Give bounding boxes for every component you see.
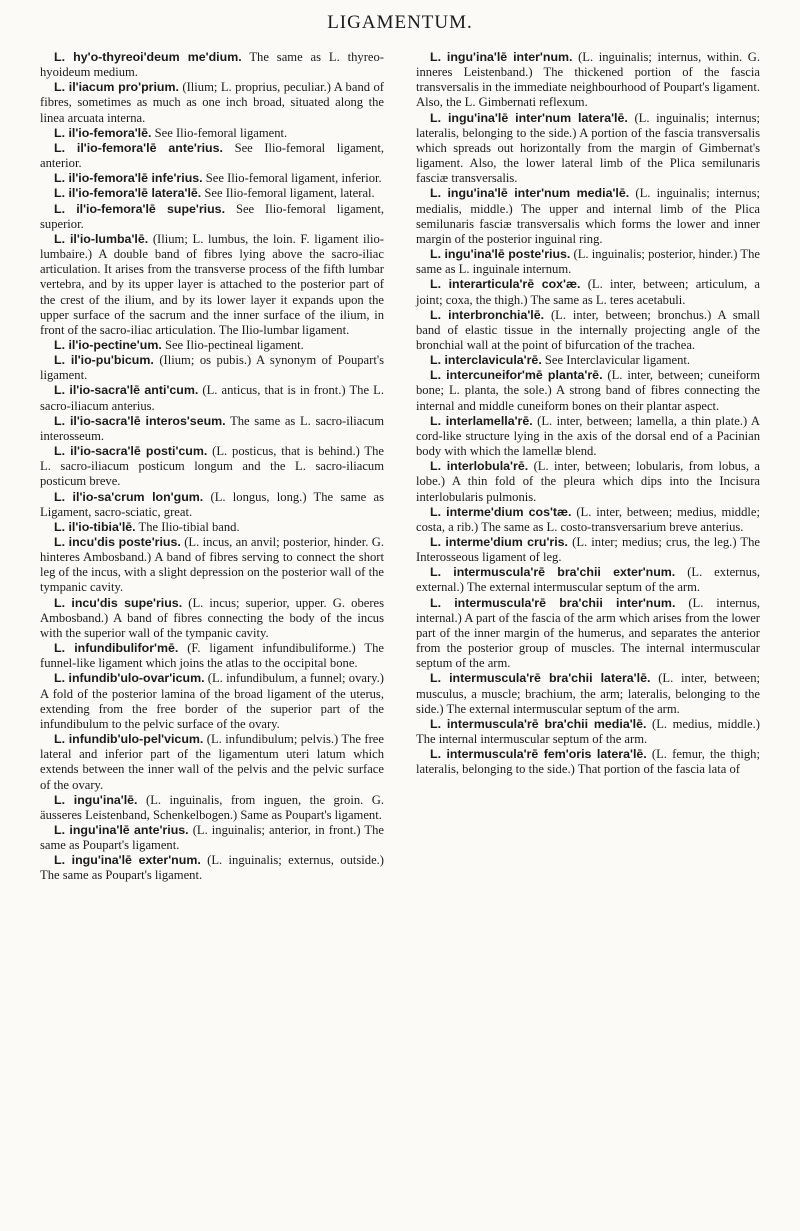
entry-headword: L. intermuscula'rē bra'chii exter'num. [430,565,676,580]
entry-definition: (Ilium; os pubis.) A synonym of Poupart's ligament. [40,353,384,383]
entry-headword: L. infundib'ulo-pel'vicum. [54,732,204,747]
entry-definition: (L. inguinalis; posterior, hinder.) The same as L. inguinale internum. [416,247,760,277]
dictionary-entry [416,50,760,111]
dictionary-entry [40,171,384,186]
entry-definition: (Ilium; L. proprius, peculiar.) A band of fibres, sometimes as much as one inch broad, situated along the linea arcuata interna. [40,80,384,125]
entry-headword: L. il'io-femora'lē ante'rius. [54,140,223,155]
entry-headword: L. il'io-sacra'lē anti'cum. [54,383,199,398]
dictionary-entry [416,717,760,747]
entry-headword: L. il'io-femora'lē. [54,125,152,140]
entry-definition: (L. infundibulum; pelvis.) The free lateral and inferior part of the ligamentum uteri latum which extends between the inner wall of the pelvis and the pelvic surface of the ovary. [40,732,384,792]
entry-headword: L. il'io-femora'lē latera'lē. [54,186,202,201]
entry-headword: L. ingu'ina'lē exter'num. [54,853,201,868]
entry-headword: L. il'io-sacra'lē posti'cum. [54,444,208,459]
entry-headword: L. interbronchia'lē. [430,307,545,322]
entry-headword: L. hy'o-thyreoi'deum me'dium. [54,50,242,64]
entry-headword: L. ingu'ina'lē. [54,792,138,807]
entry-headword: L. ingu'ina'lē inter'num media'lē. [430,186,630,201]
entry-definition: See Interclavicular ligament. [544,353,691,368]
entry-headword: L. il'io-sacra'lē interos'seum. [54,413,226,428]
running-head: LIGAMENTUM. [327,12,473,33]
entry-headword: L. ingu'ina'lē inter'num. [430,50,573,64]
entry-headword: L. incu'dis poste'rius. [54,535,181,549]
dictionary-entry [416,111,760,187]
dictionary-entry [40,202,384,232]
dictionary-entry [40,823,384,853]
entry-headword: L. interme'dium cru'ris. [430,535,568,549]
entry-definition: See Ilio-femoral ligament, inferior. [205,171,382,186]
entry-definition: (L. femur, the thigh; lateralis, belonging to the side.) That portion of the fascia lata of [416,747,760,777]
entry-headword: L. intermuscula'rē fem'oris latera'lē. [430,747,647,762]
dictionary-entry [416,353,760,368]
entry-definition: (L. anticus, that is in front.) The L. sacro-iliacum anterius. [40,383,384,413]
entry-definition: See Ilio-femoral ligament, anterior. [40,140,384,171]
entry-headword: L. ingu'ina'lē poste'rius. [430,247,571,262]
entry-headword: L. interlamella'rē. [430,413,533,428]
entry-definition: The same as L. sacro-iliacum interosseum. [40,413,385,443]
entry-headword: L. intermuscula'rē bra'chii media'lē. [430,716,647,731]
dictionary-entry [40,414,384,444]
entry-definition: See Ilio-femoral ligament, superior. [40,201,384,231]
entry-headword: L. incu'dis supe'rius. [54,595,183,610]
dictionary-entry [416,747,760,777]
entry-definition: (Ilium; L. lumbus, the loin. F. ligament ilio-lumbaire.) A double band of fibres lying above the sacro-iliac articulation. It arises from the transverse process of the fifth lumbar vertebra, and by its upper layer is attached to the posterior part of the crest of the ilium, and by its lower layer it expands upon the upper surface of the sacrum and the inner surface of the ilium, in front of the sacro-iliac articulation. The Ilio-lumbar ligament. [40,231,384,337]
entry-headword: L. il'io-lumba'lē. [54,231,149,246]
entry-headword: L. infundib'ulo-ovar'icum. [54,671,205,686]
entry-headword: L. ingu'ina'lē inter'num latera'lē. [430,110,628,125]
entry-definition: (L. inter, between; articulum, a joint; coxa, the thigh.) The same as L. teres acetabuli. [416,277,760,307]
entry-headword: L. intermuscula'rē bra'chii inter'num. [430,595,676,610]
dictionary-entry [40,853,384,883]
entry-headword: L. il'io-pectine'um. [54,337,162,352]
dictionary-entry [40,641,384,671]
entry-headword: L. il'iacum pro'prium. [54,80,179,95]
dictionary-entry [40,732,384,793]
dictionary-entry [40,126,384,141]
dictionary-entry [416,671,760,716]
entry-definition: (L. inguinalis; internus; lateralis, belonging to the side.) A portion of the fascia transversalis which spreads out horizontally from the margin of Gimbernat's ligament. Also, the lower lateral limb of the Plica semilunaris fasciæ transversalis. [416,110,760,186]
entry-definition: (L. posticus, that is behind.) The L. sacro-iliacum posticum longum and the L. sacro-iliacum posticum breve. [40,444,384,489]
dictionary-entry [40,383,384,413]
entry-headword: L. intercuneifor'mē planta'rē. [430,368,603,383]
dictionary-entry [416,414,760,459]
entry-headword: L. il'io-tibia'lē. [54,519,136,534]
entry-definition: (L. inguinalis; internus, within. G. inneres Leistenband.) The thickened portion of the fascia transversalis in the immediate neighbourhood of Poupart's ligament. Also, the L. Gimbernati reflexum. [416,50,760,110]
dictionary-entry [40,232,384,338]
dictionary-entry [416,565,760,595]
dictionary-entry [416,459,760,504]
entry-definition: (L. inter, between; lamella, a thin plate.) A cord-like structure lying in the axis of the dorsal end of a Pacinian body with which the lamellæ blend. [416,413,760,459]
entry-definition: (L. inter, between; bronchus.) A small band of elastic tissue in the internally projecting angle of the bronchial wall at the point of bifurcation of the trachea. [416,307,760,352]
entry-headword: L. intermuscula'rē bra'chii latera'lē. [430,671,651,686]
entry-definition: (L. inguinalis, from inguen, the groin. G. äusseres Leistenband, Schenkelbogen.) Same as Poupart's ligament. [40,792,384,822]
entry-definition: (L. inguinalis; internus; medialis, middle.) The upper and internal limb of the Plica semilunaris fasciæ transversalis which forms the lower and inner margin of the posterior inguinal ring. [416,186,761,246]
entry-headword: L. interme'dium cos'tæ. [430,504,572,519]
dictionary-entry [40,338,384,353]
dictionary-entry [40,520,384,535]
right-column [416,50,760,884]
dictionary-entry [416,368,760,413]
entry-headword: L. infundibulifor'mē. [54,641,179,656]
entry-definition: (L. infundibulum, a funnel; ovary.) A fold of the posterior lamina of the broad ligament of the uterus, extending from the free border of the superior part of the infundibulum to the pelvic surface of the ovary. [40,671,384,731]
dictionary-entry [416,535,760,565]
entry-definition: See Ilio-femoral ligament, lateral. [204,186,375,201]
entry-definition: (L. inter, between; cuneiform bone; L. planta, the sole.) A strong band of fibres connecting the internal and middle cuneiform bones on their plantar aspect. [416,368,760,413]
dictionary-entry [416,247,760,277]
dictionary-entry [40,671,384,732]
dictionary-entry [40,186,384,201]
dictionary-entry [40,596,384,641]
entry-definition: See Ilio-femoral ligament. [154,125,288,140]
entry-definition: The Ilio-tibial band. [138,519,240,534]
dictionary-entry [40,141,384,171]
entry-headword: L. il'io-femora'lē infe'rius. [54,171,203,186]
entry-definition: (L. inter, between; musculus, a muscle; brachium, the arm; lateralis, belonging to the side.) The external intermuscular septum of the arm. [416,671,760,716]
entry-headword: L. interlobula'rē. [430,459,529,474]
entry-headword: L. il'io-femora'lē supe'rius. [54,201,226,216]
entry-definition: (L. inguinalis; anterior, in front.) The same as Poupart's ligament. [40,822,385,853]
entry-headword: L. ingu'ina'lē ante'rius. [54,822,189,837]
entry-headword: L. il'io-sa'crum lon'gum. [54,489,204,504]
entry-definition: (L. inguinalis; externus, outside.) The same as Poupart's ligament. [40,853,384,883]
left-column [40,50,384,884]
entry-definition: (L. inter, between; medius, middle; costa, a rib.) The same as L. costo-transversarium breve anterius. [416,504,760,534]
dictionary-entry [416,596,760,672]
dictionary-entry [416,186,760,247]
dictionary-entry [416,308,760,353]
dictionary-entry [40,50,384,80]
entry-definition: (L. incus; superior, upper. G. oberes Ambosband.) A band of fibres connecting the body of the incus with the superior wall of the tympanic cavity. [40,595,385,640]
entry-headword: L. interarticula'rē cox'æ. [430,277,581,292]
entry-definition: (F. ligament infundibuliforme.) The funnel-like ligament which joins the atlas to the occipital bone. [40,641,384,671]
entry-definition: (L. inter; medius; crus, the leg.) The Interosseous ligament of leg. [416,535,761,565]
two-column-body [40,50,760,884]
dictionary-entry [40,353,384,383]
entry-definition: (L. internus, internal.) A part of the fascia of the arm which arises from the lower part of the inner margin of the humerus, and separates the anterior from the posterior group of muscles. The internal intermuscular septum of the arm. [416,595,761,671]
entry-definition: (L. longus, long.) The same as Ligament, sacro-sciatic, great. [40,489,384,519]
dictionary-entry [40,490,384,520]
entry-definition: (L. inter, between; lobularis, from lobus, a lobe.) A thin fold of the pleura which dips into the Incisura interlobularis pulmonis. [416,459,760,504]
dictionary-entry [40,793,384,823]
entry-headword: L. il'io-pu'bicum. [54,353,154,368]
entry-definition: (L. incus, an anvil; posterior, hinder. G. hinteres Ambosband.) A band of fibres serving to connect the short leg of the incus, with a slight depression on the posterior wall of the tympanic cavity. [40,535,384,595]
entry-definition: See Ilio-pectineal ligament. [164,337,304,352]
entry-definition: (L. externus, external.) The external intermuscular septum of the arm. [416,565,760,595]
entry-definition: The same as L. thyreo-hyoideum medium. [40,50,385,80]
dictionary-entry [416,505,760,535]
dictionary-entry [40,535,384,596]
dictionary-entry [416,277,760,307]
dictionary-entry [40,444,384,489]
dictionary-entry [40,80,384,125]
entry-definition: (L. medius, middle.) The internal intermuscular septum of the arm. [416,716,760,747]
entry-headword: L. interclavicula'rē. [430,353,542,368]
